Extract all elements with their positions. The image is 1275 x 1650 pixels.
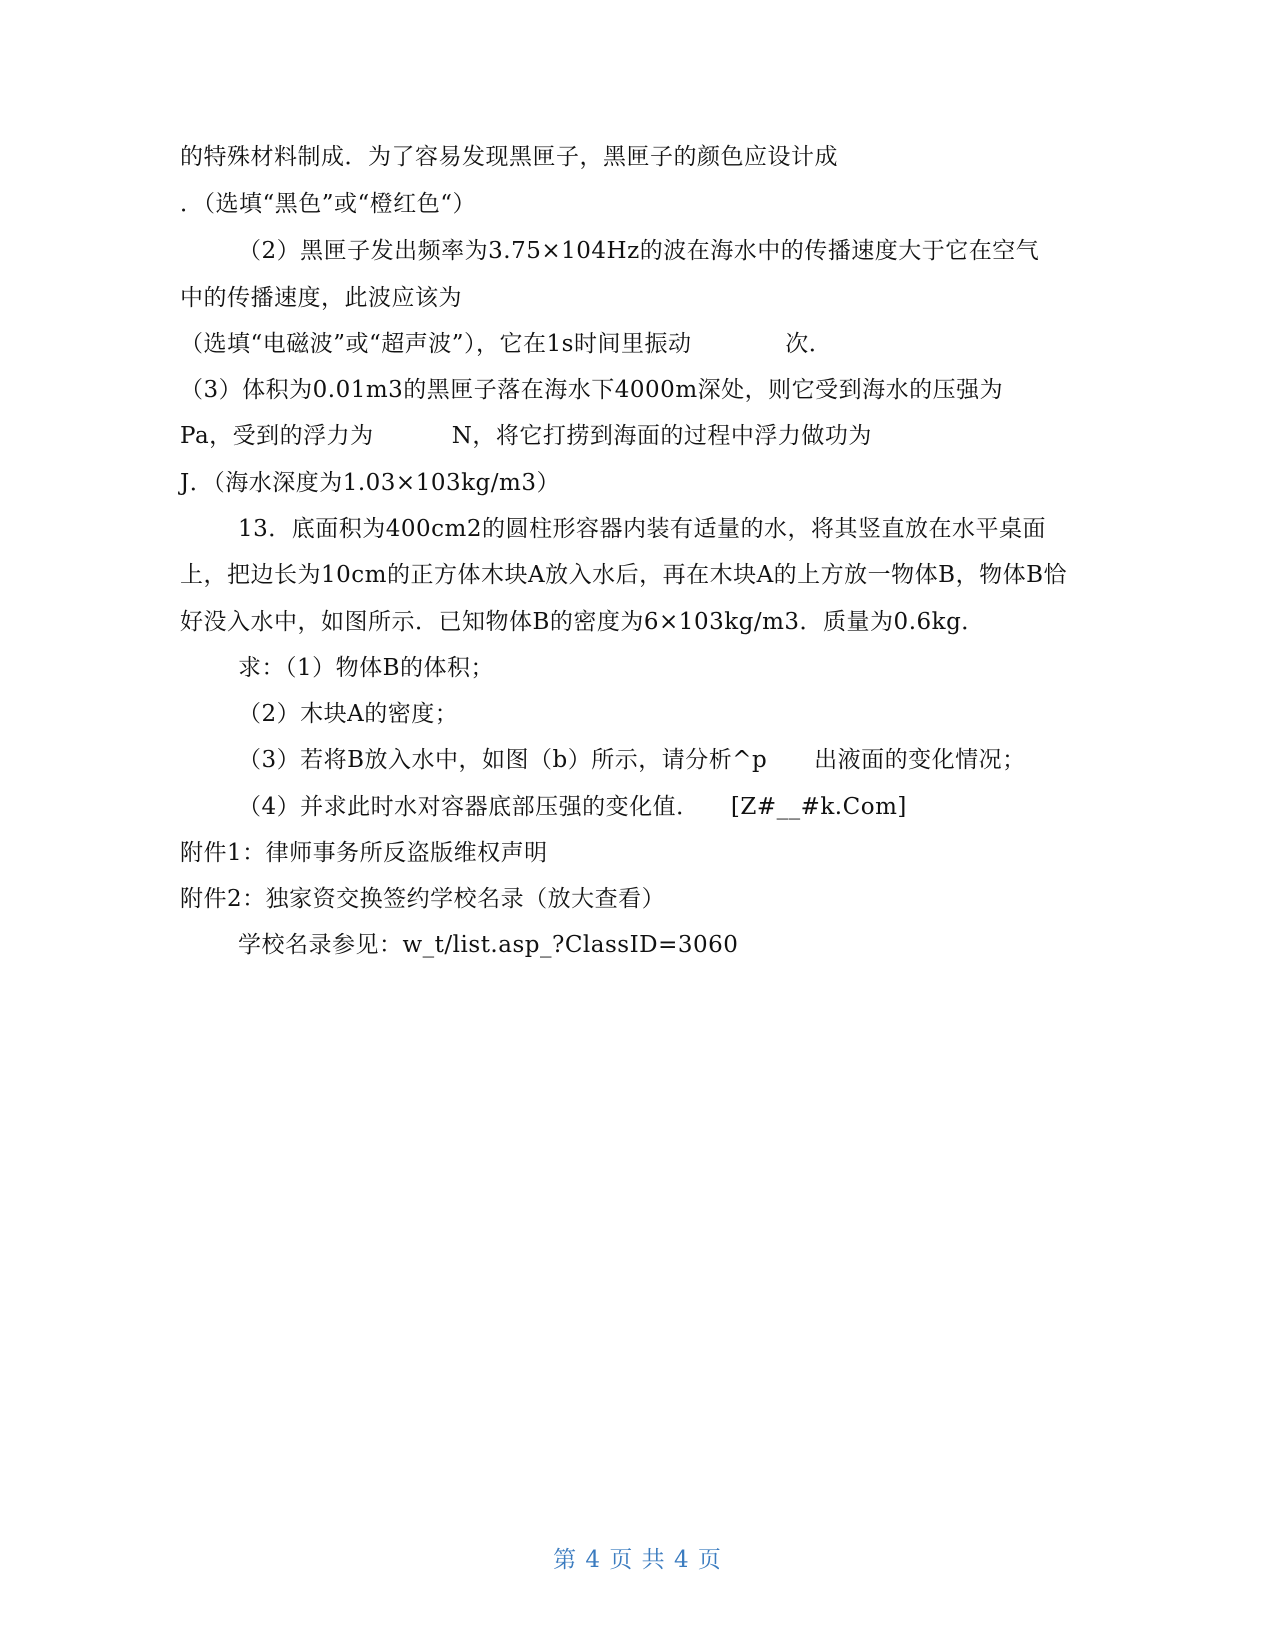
- text-line: （2）木块A的密度；: [238, 701, 459, 727]
- attachment-line: 附件1：律师事务所反盗版维权声明: [180, 840, 548, 866]
- text-line: ．（选填“黑色”或“橙红色“）: [180, 191, 477, 217]
- text-line: 上，把边长为10cm的正方体木块A放入水后，再在木块A的上方放一物体B，物体B恰: [180, 562, 1067, 588]
- text-line: （2）黑匣子发出频率为3.75×104Hz的波在海水中的传播速度大于它在空气: [238, 238, 1040, 264]
- text-line: （选填“电磁波”或“超声波”），它在1s时间里振动 次．: [180, 331, 833, 357]
- page-number-footer: 第 4 页 共 4 页: [553, 1547, 722, 1573]
- text-line: 13．底面积为400cm2的圆柱形容器内装有适量的水，将其竖直放在水平桌面: [238, 516, 1046, 542]
- attachment-line: 附件2：独家资交换签约学校名录（放大查看）: [180, 886, 666, 912]
- text-line: （3）体积为0.01m3的黑匣子落在海水下4000m深处，则它受到海水的压强为: [180, 377, 1004, 403]
- text-line: （3）若将B放入水中，如图（b）所示，请分析^p 出液面的变化情况；: [238, 747, 1026, 773]
- text-line: （4）并求此时水对容器底部压强的变化值． [Z#__#k.Com]: [238, 794, 907, 820]
- text-line: 求：（1）物体B的体积；: [238, 655, 495, 681]
- school-list-link[interactable]: 学校名录参见：w_t/list.asp_?ClassID=3060: [238, 932, 739, 958]
- text-line: Pa，受到的浮力为 N，将它打捞到海面的过程中浮力做功为: [180, 423, 872, 449]
- text-line: 中的传播速度，此波应该为: [180, 285, 462, 311]
- text-line: J．（海水深度为1.03×103kg/m3）: [180, 470, 560, 496]
- text-line: 好没入水中，如图所示．已知物体B的密度为6×103kg/m3．质量为0.6kg．: [180, 609, 985, 635]
- text-line: 的特殊材料制成．为了容易发现黑匣子，黑匣子的颜色应设计成: [180, 144, 838, 170]
